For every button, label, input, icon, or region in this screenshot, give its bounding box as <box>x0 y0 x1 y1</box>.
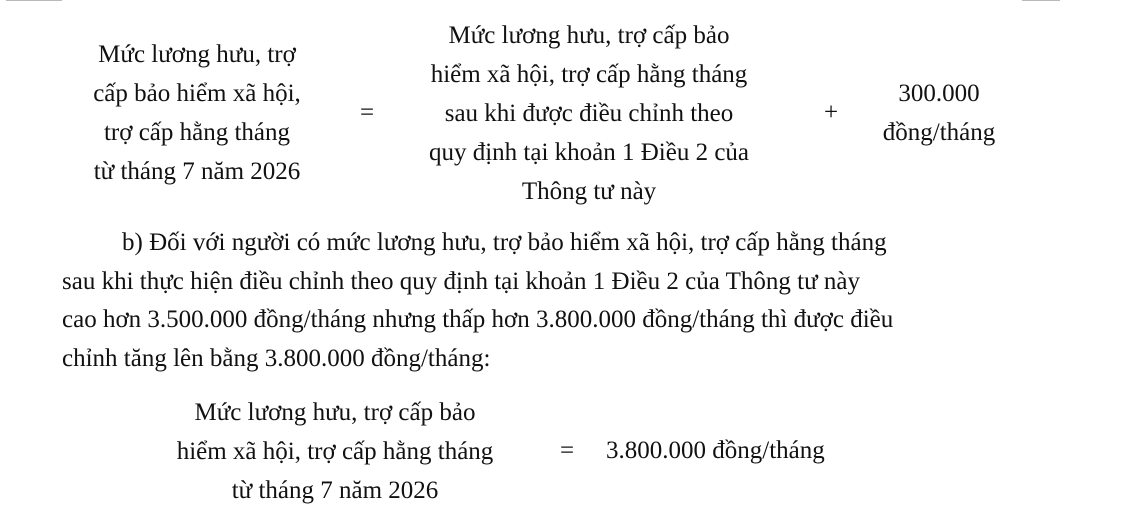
formula1-rhs-line: quy định tại khoản 1 Điều 2 của <box>428 139 750 166</box>
formula2-lhs-line: từ tháng 7 năm 2026 <box>231 477 439 504</box>
formula2-rhs: 3.800.000 đồng/tháng <box>606 437 825 464</box>
formula1-plus-sign: + <box>823 99 839 126</box>
formula1-lhs-line: từ tháng 7 năm 2026 <box>93 158 301 185</box>
paragraph-line: cao hơn 3.500.000 đồng/tháng nhưng thấp hơn 3.800.000 đồng/tháng thì được điều <box>62 306 894 333</box>
formula1-amount-line: đồng/tháng <box>882 119 996 146</box>
formula2-lhs-line: hiểm xã hội, trợ cấp hằng tháng <box>176 438 494 465</box>
formula1-equals-sign: = <box>359 99 375 126</box>
formula1-lhs-line: Mức lương hưu, trợ <box>98 41 296 68</box>
formula1-amount-line: 300.000 <box>898 80 980 107</box>
formula1-rhs-line: Thông tư này <box>521 178 657 205</box>
page-edge-mark-right <box>1022 0 1060 1</box>
formula1-lhs-line: cấp bảo hiểm xã hội, <box>93 80 301 107</box>
formula1-lhs-line: trợ cấp hằng tháng <box>103 119 291 146</box>
page-edge-mark-left <box>6 0 62 1</box>
formula1-rhs <box>392 16 786 211</box>
paragraph-line: b) Đối với người có mức lương hưu, trợ bảo hiểm xã hội, trợ cấp hằng tháng <box>122 229 887 256</box>
formula2-lhs-line: Mức lương hưu, trợ cấp bảo <box>194 399 476 426</box>
formula1-rhs-line: Mức lương hưu, trợ cấp bảo <box>448 22 730 49</box>
formula2-lhs <box>138 393 532 510</box>
paragraph-b <box>62 224 1030 378</box>
formula1-rhs-line: hiểm xã hội, trợ cấp hằng tháng <box>430 61 748 88</box>
formula2-equals-sign: = <box>559 437 575 464</box>
paragraph-line: chỉnh tăng lên bằng 3.800.000 đồng/tháng: <box>62 344 491 372</box>
formula1-lhs <box>62 35 332 191</box>
formula1-rhs-line: sau khi được điều chỉnh theo <box>444 100 734 127</box>
paragraph-line: sau khi thực hiện điều chỉnh theo quy định tại khoản 1 Điều 2 của Thông tư này <box>62 267 861 295</box>
formula1-amount <box>858 74 1020 152</box>
